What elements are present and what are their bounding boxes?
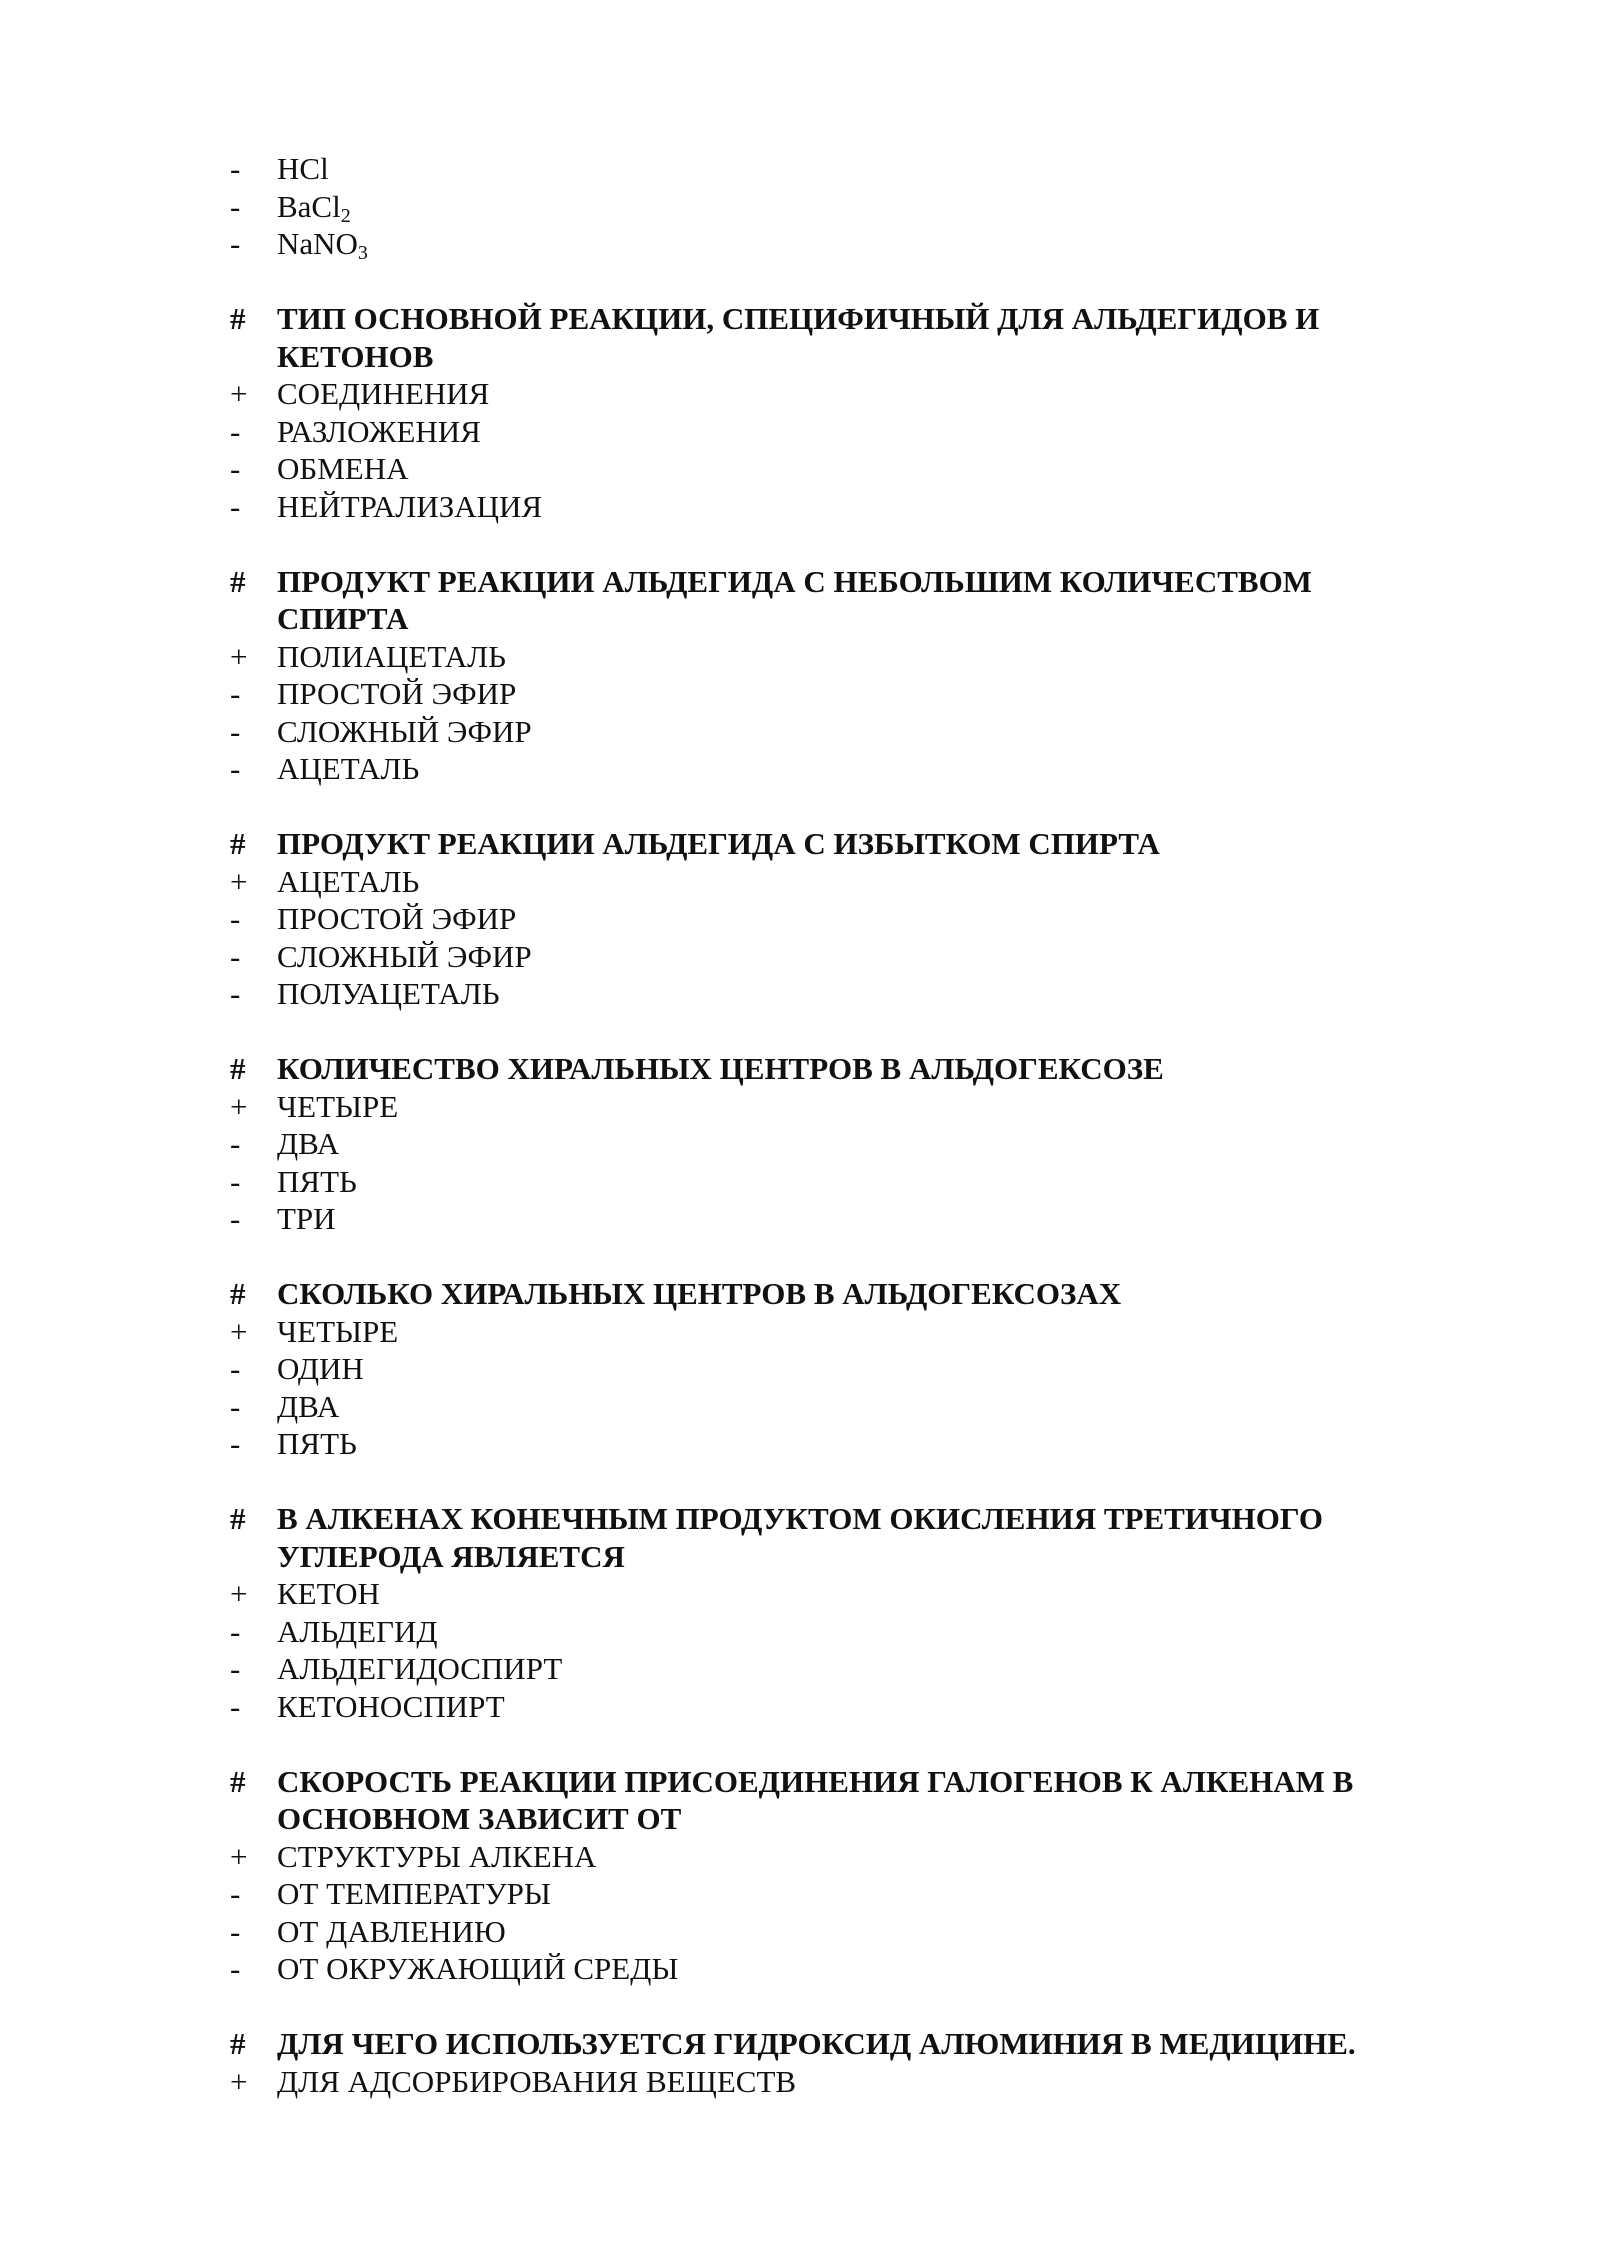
answer-marker: - xyxy=(230,1388,241,1424)
spacer xyxy=(226,1013,1436,1051)
spacer xyxy=(226,1238,1436,1276)
answer-text: РАЗЛОЖЕНИЯ xyxy=(277,413,481,449)
answer-line xyxy=(226,900,1436,938)
question-line xyxy=(226,2025,1436,2063)
question-marker: # xyxy=(230,1276,246,1311)
answer-marker: - xyxy=(230,976,241,1011)
answer-marker: + xyxy=(230,1088,248,1124)
question-line xyxy=(226,825,1436,863)
answer-text: ПЯТЬ xyxy=(277,1426,357,1461)
answer-line xyxy=(226,1388,1436,1426)
answer-text: СЛОЖНЫЙ ЭФИР xyxy=(277,938,532,974)
answer-line xyxy=(226,188,1436,226)
answer-line xyxy=(226,1913,1436,1951)
question-marker: # xyxy=(230,1763,246,1799)
document-content xyxy=(226,150,1436,2100)
question-block xyxy=(226,2025,1436,2100)
answer-marker: - xyxy=(230,901,241,936)
answer-marker: + xyxy=(230,863,248,899)
answer-line xyxy=(226,1425,1436,1463)
answer-line xyxy=(226,713,1436,751)
question-text: СКОРОСТЬ РЕАКЦИИ ПРИСОЕДИНЕНИЯ ГАЛОГЕНОВ К АЛКЕНАМ В ОСНОВНОМ ЗАВИСИТ ОТ xyxy=(277,1763,1354,1836)
answer-text: ДВА xyxy=(277,1388,340,1424)
spacer xyxy=(226,1463,1436,1501)
answer-marker: - xyxy=(230,1951,241,1986)
question-line xyxy=(226,563,1436,638)
answer-line xyxy=(226,150,1436,188)
answer-marker: - xyxy=(230,1426,241,1461)
answer-marker: - xyxy=(230,1351,241,1386)
answer-text: ЧЕТЫРЕ xyxy=(277,1088,399,1124)
answer-text: ОДИН xyxy=(277,1351,364,1386)
answer-line xyxy=(226,1613,1436,1651)
answer-text: АЦЕТАЛЬ xyxy=(277,863,420,899)
answer-line xyxy=(226,1088,1436,1126)
answer-marker: - xyxy=(230,713,241,749)
answer-marker: - xyxy=(230,1201,241,1236)
answer-marker: - xyxy=(230,188,241,224)
question-text: ДЛЯ ЧЕГО ИСПОЛЬЗУЕТСЯ ГИДРОКСИД АЛЮМИНИЯ В МЕДИЦИНЕ. xyxy=(277,2026,1356,2061)
answer-marker: - xyxy=(230,1163,241,1199)
answer-text: СОЕДИНЕНИЯ xyxy=(277,376,490,411)
answer-marker: + xyxy=(230,638,248,674)
spacer xyxy=(226,788,1436,826)
answer-text: ПОЛУАЦЕТАЛЬ xyxy=(277,976,500,1011)
answer-text: СТРУКТУРЫ АЛКЕНА xyxy=(277,1838,597,1874)
answer-marker: + xyxy=(230,2063,248,2099)
answer-text: HCl xyxy=(277,151,329,186)
answer-marker: - xyxy=(230,451,241,486)
spacer xyxy=(226,263,1436,301)
answer-text: АЦЕТАЛЬ xyxy=(277,751,420,786)
question-marker: # xyxy=(230,2026,246,2061)
answer-line xyxy=(226,1125,1436,1163)
question-text: ПРОДУКТ РЕАКЦИИ АЛЬДЕГИДА С ИЗБЫТКОМ СПИРТА xyxy=(277,826,1160,861)
answer-text xyxy=(277,225,1436,263)
answer-text: ЧЕТЫРЕ xyxy=(277,1313,399,1349)
answer-line xyxy=(226,1688,1436,1726)
question-block xyxy=(226,825,1436,1013)
answer-line xyxy=(226,413,1436,451)
answer-text: ТРИ xyxy=(277,1201,336,1236)
question-block xyxy=(226,1763,1436,1988)
answer-text: ОБМЕНА xyxy=(277,451,409,486)
answer-text: ДВА xyxy=(277,1126,340,1161)
answer-marker: - xyxy=(230,751,241,786)
answer-text: ОТ ОКРУЖАЮЩИЙ СРЕДЫ xyxy=(277,1951,679,1986)
answer-marker: - xyxy=(230,938,241,974)
answer-line xyxy=(226,638,1436,676)
answer-marker: + xyxy=(230,1576,248,1611)
answer-text: КЕТОНОСПИРТ xyxy=(277,1688,505,1724)
question-text: В АЛКЕНАХ КОНЕЧНЫМ ПРОДУКТОМ ОКИСЛЕНИЯ ТРЕТИЧНОГО УГЛЕРОДА ЯВЛЯЕТСЯ xyxy=(277,1501,1323,1574)
answer-text: ПЯТЬ xyxy=(277,1163,357,1199)
question-marker: # xyxy=(230,301,246,336)
question-line xyxy=(226,1050,1436,1088)
answer-text: АЛЬДЕГИД xyxy=(277,1613,438,1649)
answer-marker: - xyxy=(230,151,241,186)
answer-line xyxy=(226,1350,1436,1388)
answer-line xyxy=(226,450,1436,488)
answer-marker: - xyxy=(230,1688,241,1724)
answer-text: ПОЛИАЦЕТАЛЬ xyxy=(277,638,506,674)
answer-line xyxy=(226,938,1436,976)
answer-marker: - xyxy=(230,1876,241,1911)
answer-marker: - xyxy=(230,1913,241,1949)
question-text: ПРОДУКТ РЕАКЦИИ АЛЬДЕГИДА С НЕБОЛЬШИМ КОЛИЧЕСТВОМ СПИРТА xyxy=(277,563,1312,636)
answer-line xyxy=(226,1875,1436,1913)
answer-text: АЛЬДЕГИДОСПИРТ xyxy=(277,1651,563,1686)
question-line xyxy=(226,300,1436,375)
spacer xyxy=(226,525,1436,563)
formula-base: BaCl xyxy=(277,188,341,224)
answer-line xyxy=(226,375,1436,413)
question-block xyxy=(226,300,1436,525)
answer-line xyxy=(226,488,1436,526)
question-text: СКОЛЬКО ХИРАЛЬНЫХ ЦЕНТРОВ В АЛЬДОГЕКСОЗАХ xyxy=(277,1276,1122,1311)
formula-subscript: 3 xyxy=(357,242,368,264)
answer-text: ОТ ТЕМПЕРАТУРЫ xyxy=(277,1876,551,1911)
answer-line xyxy=(226,1838,1436,1876)
formula-base: NaNO xyxy=(277,226,358,261)
answer-line xyxy=(226,750,1436,788)
answer-line xyxy=(226,863,1436,901)
answer-marker: - xyxy=(230,676,241,711)
answer-marker: - xyxy=(230,1613,241,1649)
question-marker: # xyxy=(230,563,246,599)
spacer xyxy=(226,1725,1436,1763)
question-line xyxy=(226,1763,1436,1838)
question-text: ТИП ОСНОВНОЙ РЕАКЦИИ, СПЕЦИФИЧНЫЙ ДЛЯ АЛЬДЕГИДОВ И КЕТОНОВ xyxy=(277,301,1320,374)
answer-line xyxy=(226,975,1436,1013)
question-marker: # xyxy=(230,1501,246,1536)
answer-text: НЕЙТРАЛИЗАЦИЯ xyxy=(277,488,543,524)
answer-marker: - xyxy=(230,1651,241,1686)
answer-line xyxy=(226,1313,1436,1351)
answer-marker: - xyxy=(230,226,241,261)
answer-text: СЛОЖНЫЙ ЭФИР xyxy=(277,713,532,749)
answer-marker: + xyxy=(230,376,248,411)
answer-text: ПРОСТОЙ ЭФИР xyxy=(277,901,517,936)
answer-line xyxy=(226,225,1436,263)
question-marker: # xyxy=(230,1051,246,1086)
question-line xyxy=(226,1275,1436,1313)
answer-text: КЕТОН xyxy=(277,1576,380,1611)
answer-line xyxy=(226,1950,1436,1988)
question-text: КОЛИЧЕСТВО ХИРАЛЬНЫХ ЦЕНТРОВ В АЛЬДОГЕКСОЗЕ xyxy=(277,1051,1164,1086)
answer-text: ОТ ДАВЛЕНИЮ xyxy=(277,1913,506,1949)
answer-marker: - xyxy=(230,488,241,524)
answer-line xyxy=(226,1575,1436,1613)
answer-marker: - xyxy=(230,1126,241,1161)
answer-text: ПРОСТОЙ ЭФИР xyxy=(277,676,517,711)
question-block xyxy=(226,1050,1436,1238)
answer-line xyxy=(226,675,1436,713)
answer-line xyxy=(226,2063,1436,2101)
answer-marker: + xyxy=(230,1838,248,1874)
question-marker: # xyxy=(230,826,246,861)
question-line xyxy=(226,1500,1436,1575)
answer-marker: - xyxy=(230,413,241,449)
question-block xyxy=(226,1275,1436,1463)
answer-text: ДЛЯ АДСОРБИРОВАНИЯ ВЕЩЕСТВ xyxy=(277,2063,797,2099)
answer-line xyxy=(226,1163,1436,1201)
question-block xyxy=(226,563,1436,788)
question-block xyxy=(226,1500,1436,1725)
formula-subscript: 2 xyxy=(340,204,351,227)
answer-line xyxy=(226,1200,1436,1238)
answer-marker: + xyxy=(230,1313,248,1349)
spacer xyxy=(226,1988,1436,2026)
answer-text xyxy=(277,188,1436,226)
previous-question-answers xyxy=(226,150,1436,263)
answer-line xyxy=(226,1650,1436,1688)
